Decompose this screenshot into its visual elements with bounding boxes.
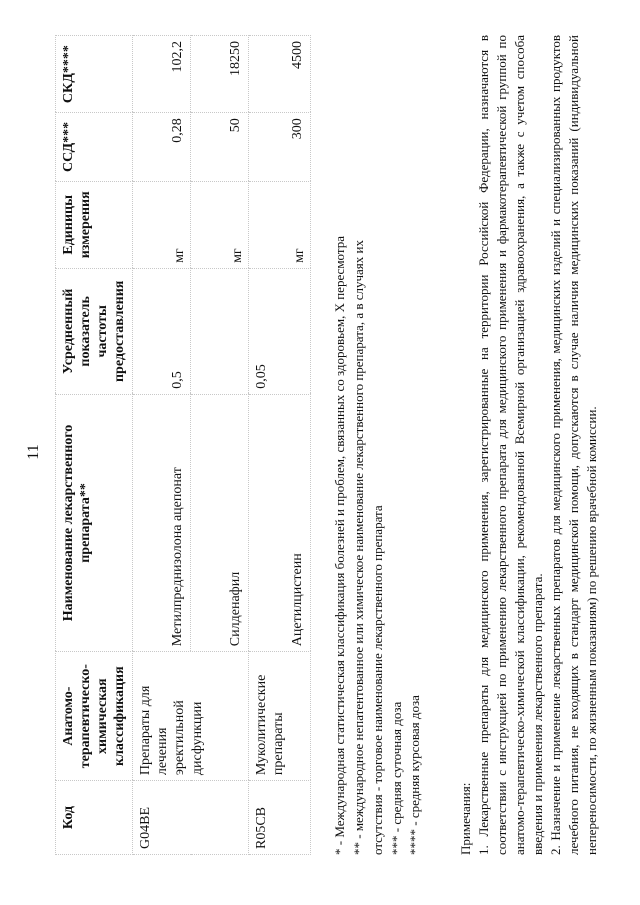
table-row — [249, 36, 311, 855]
cell-unit: мг — [133, 181, 191, 268]
cell-skd: 4500 — [249, 36, 311, 113]
footnote-line: отсутствия - торговое наименование лекарственного препарата — [369, 505, 385, 855]
header-drug-name: Наименование лекарственного препарата** — [56, 394, 133, 651]
cell-sdd: 50 — [191, 113, 249, 181]
cell-atc: Препараты для лечения эректильной дисфункции — [133, 652, 249, 781]
header-frequency: Усредненный показатель частоты предоставления — [56, 268, 133, 394]
cell-skd: 102,2 — [133, 36, 191, 113]
cell-code: R05CB — [249, 781, 311, 855]
note-item: 1. Лекарственные препараты для медицинского применения, зарегистрированные на территории Российской Федерации, назначаются в соответствии с инструкцией по применению лекарственного препарата для медицинского применения и фармакотерапевтической группой по анатомо-терапевтическо-химической классификации, рекомендованной Всемирной организацией здравоохранения, а также с учетом способа введения и применения лекарственного препарата. — [475, 35, 545, 855]
notes-title: Примечания: — [458, 782, 473, 855]
header-skd: СКД**** — [56, 36, 133, 113]
table-row — [133, 36, 191, 855]
cell-sdd: 300 — [249, 113, 311, 181]
cell-frequency: 0,5 — [133, 268, 191, 394]
header-sdd: ССД*** — [56, 113, 133, 181]
cell-skd: 18250 — [191, 36, 249, 113]
note-item: 2. Назначение и применение лекарственных препаратов для медицинского применения, медицинских изделий и специализированных продуктов лечебного питания, не входящих в стандарт медицинской помощи, допускаются в случае наличия медицинских показаний (индивидуальной непереносимости, по жизненным показаниям) по решению врачебной комиссии. — [547, 35, 599, 855]
header-code: Код — [56, 781, 133, 855]
cell-frequency — [191, 268, 249, 394]
header-atc: Анатомо-терапевтическо-химическая классификация — [56, 652, 133, 781]
footnote-line: **** - средняя курсовая доза — [407, 695, 423, 855]
cell-frequency: 0,05 — [249, 268, 311, 394]
rotated-page-content — [25, 27, 615, 877]
cell-unit: мг — [249, 181, 311, 268]
cell-drug-name: Ацетилцистеин — [249, 394, 311, 651]
table-header-row — [56, 36, 133, 855]
cell-unit: мг — [191, 181, 249, 268]
cell-drug-name: Силденафил — [191, 394, 249, 651]
header-unit: Единицы измерения — [56, 181, 133, 268]
cell-code: G04BE — [133, 781, 249, 855]
cell-sdd: 0,28 — [133, 113, 191, 181]
drug-standard-table — [55, 35, 311, 855]
page-number: 11 — [25, 444, 42, 460]
footnote-line: *** - средняя суточная доза — [388, 701, 404, 855]
notes — [457, 35, 601, 855]
footnote-line: ** - международное непатентованное или химическое наименование лекарственного препарата, а в случаях их — [350, 240, 366, 855]
cell-atc: Муколитические препараты — [249, 652, 311, 781]
cell-drug-name: Метилпреднизолона ацепонат — [133, 394, 191, 651]
footnote-line: * - Международная статистическая классификация болезней и проблем, связанных со здоровьем, X пересмотра — [332, 236, 347, 855]
footnotes — [331, 45, 425, 855]
